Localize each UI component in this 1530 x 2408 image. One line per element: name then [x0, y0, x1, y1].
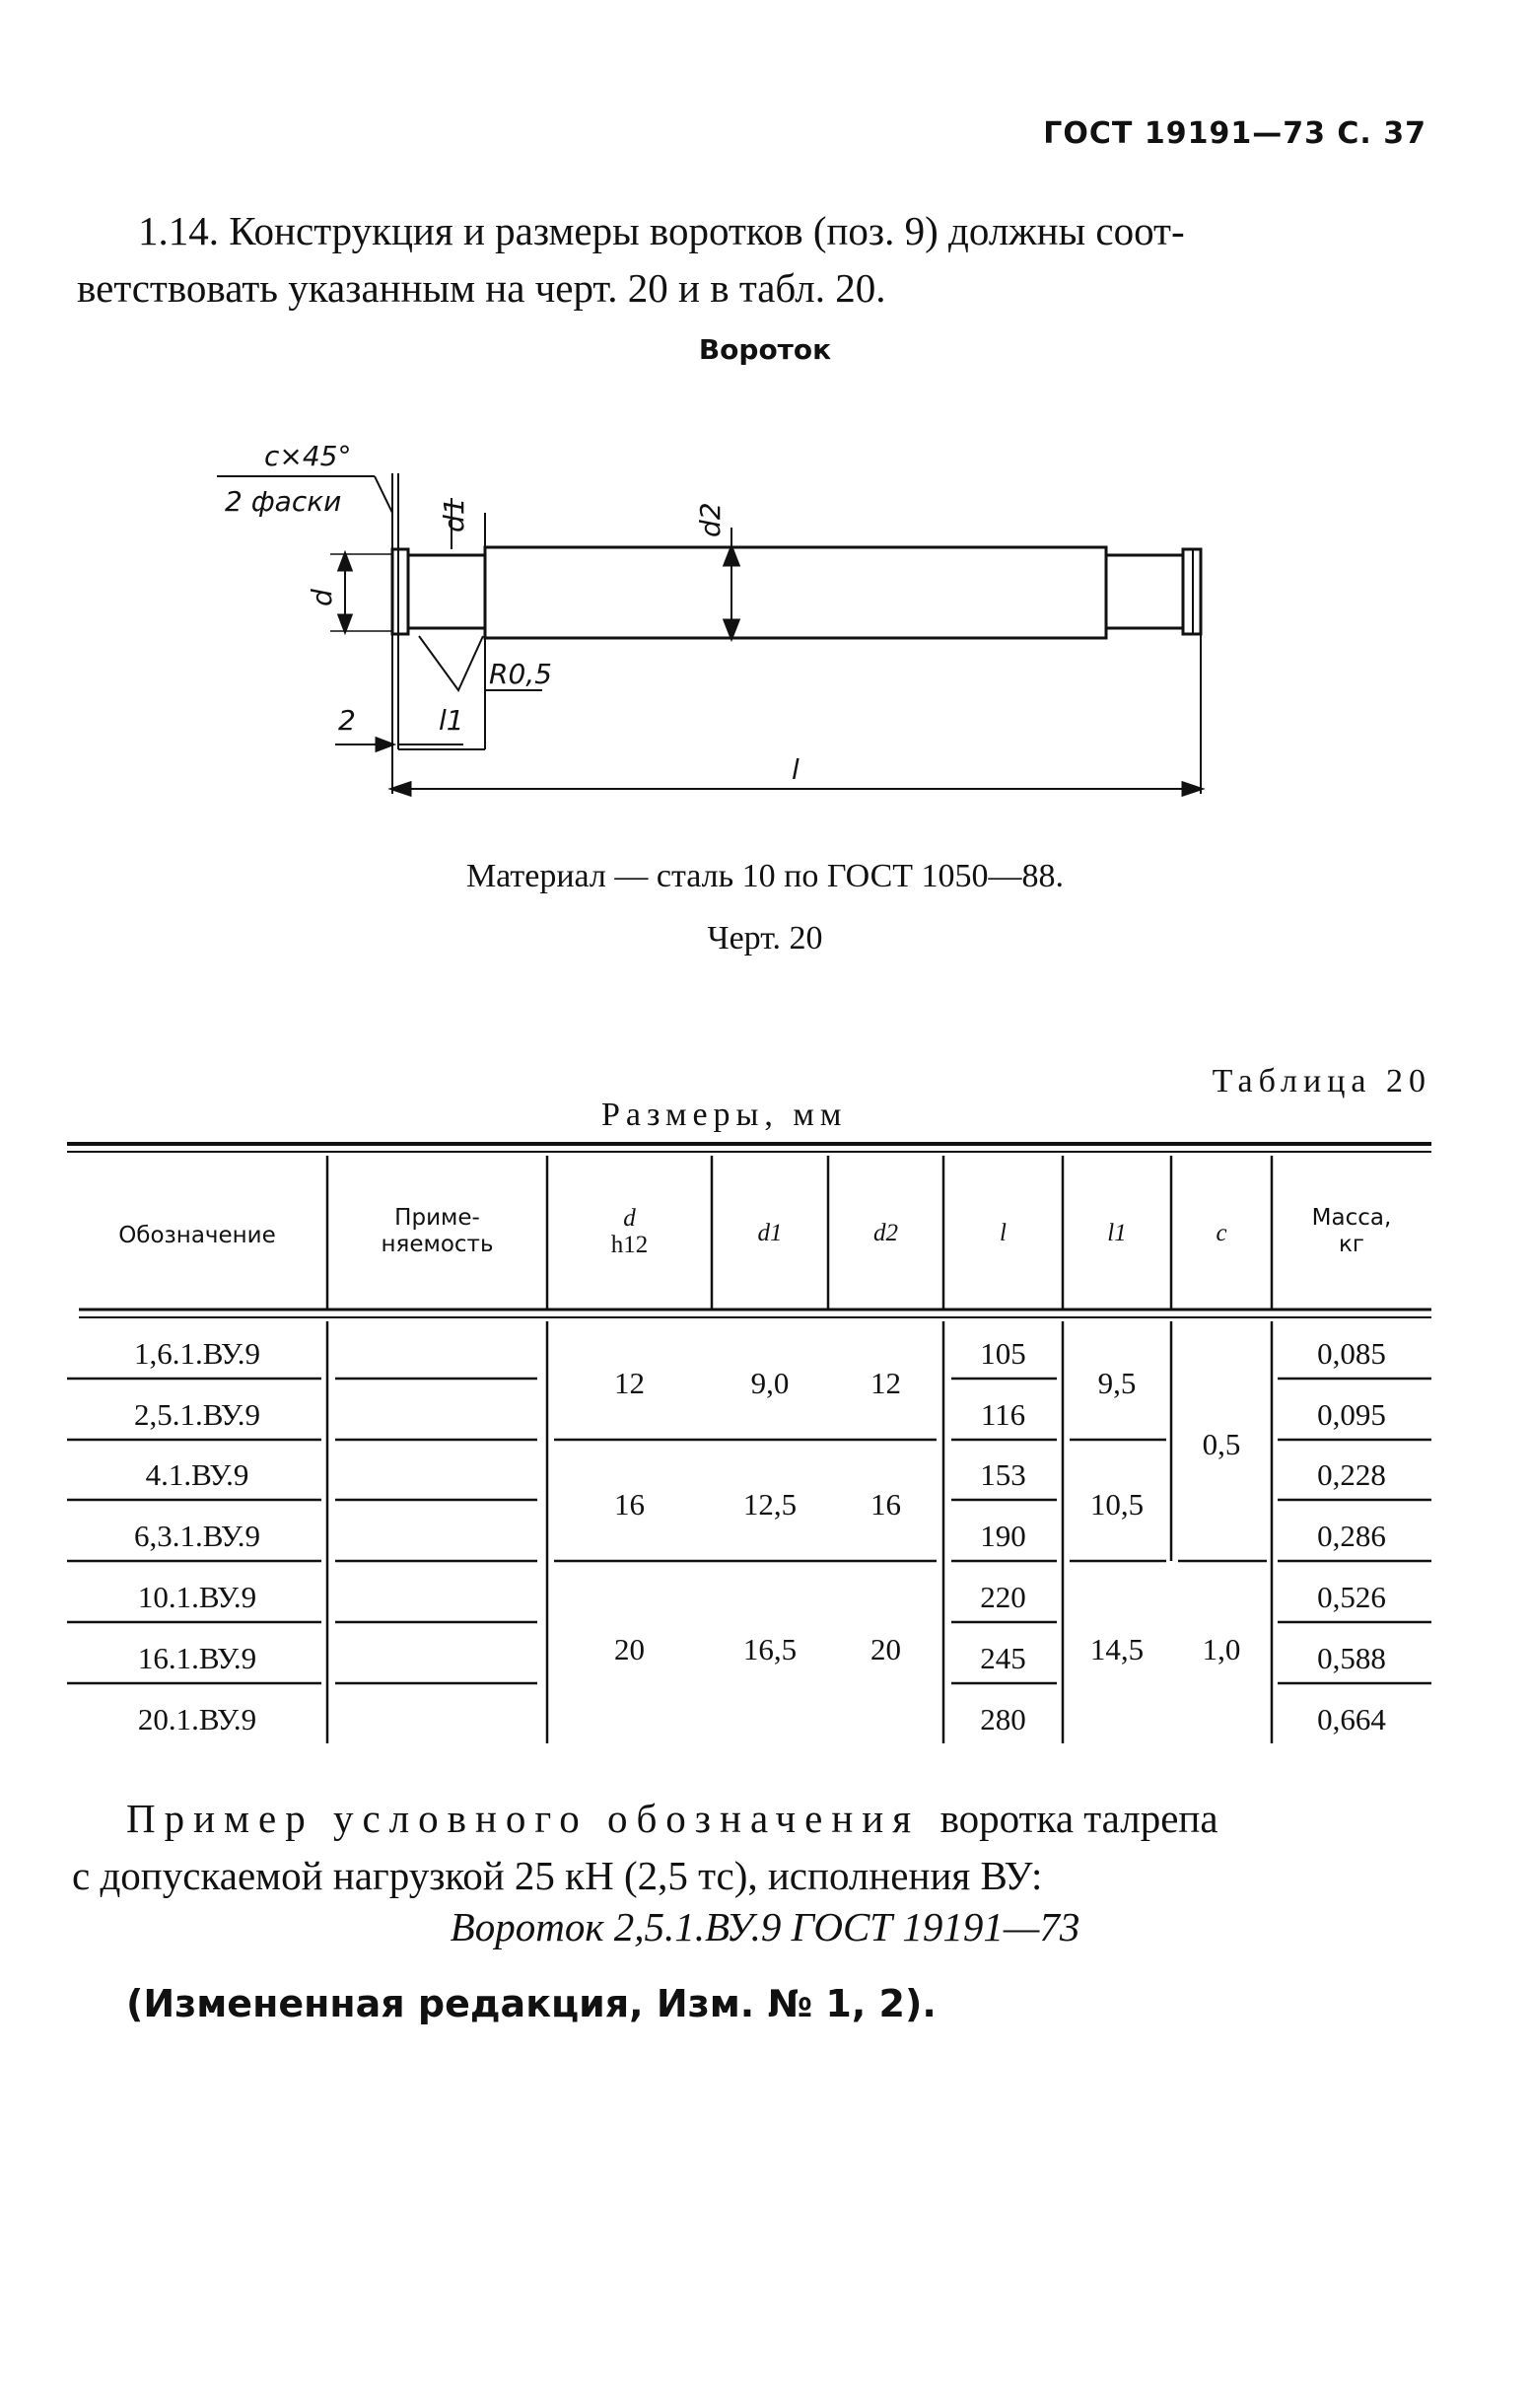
label-radius: R0,5 — [489, 658, 552, 690]
row-designation: 2,5.1.ВУ.9 — [133, 1397, 261, 1432]
row-designation: 4.1.ВУ.9 — [145, 1457, 249, 1492]
example-line-2: с допускаемой нагрузкой 25 кН (2,5 тс), исполнения ВУ: — [72, 1853, 1043, 1898]
material-note: Материал — сталь 10 по ГОСТ 1050—88. — [465, 858, 1065, 894]
cell-l: 220 — [980, 1580, 1026, 1614]
header-mass-line1: Масса, — [1311, 1205, 1392, 1231]
header-d1: d1 — [757, 1220, 783, 1246]
header-l: l — [1000, 1220, 1007, 1246]
cell-c: 1,0 — [1202, 1632, 1241, 1666]
label-d: d — [306, 589, 338, 606]
example-line-1-tail: воротка талрепа — [939, 1796, 1218, 1841]
cell-l1: 10,5 — [1089, 1487, 1145, 1522]
cell-mass: 0,228 — [1317, 1457, 1386, 1492]
cell-d2: 12 — [870, 1366, 901, 1400]
label-chamfers-count: 2 фаски — [225, 485, 342, 518]
table-units: Размеры, мм — [601, 1097, 848, 1133]
cell-d1: 12,5 — [742, 1487, 798, 1522]
cell-l: 153 — [980, 1457, 1026, 1492]
cell-l: 280 — [980, 1702, 1026, 1736]
header-mass — [1272, 1205, 1431, 1258]
row-designation: 16.1.ВУ.9 — [137, 1641, 257, 1675]
table-number: Таблица 20 — [1212, 1063, 1431, 1099]
header-designation: Обозначение — [118, 1223, 276, 1248]
paragraph-line-1: 1.14. Конструкция и размеры воротков (поз. 9) должны соот- — [138, 208, 1185, 253]
header-applicability — [327, 1205, 547, 1258]
row-designation: 20.1.ВУ.9 — [137, 1702, 257, 1736]
cell-d: 20 — [614, 1632, 645, 1666]
cell-l: 116 — [980, 1397, 1026, 1432]
amendment-note: (Измененная редакция, Изм. № 1, 2). — [126, 1982, 937, 2025]
paragraph-line-2: ветствовать указанным на черт. 20 и в табл. 20. — [77, 265, 886, 311]
header-applicability-line2: няемость — [381, 1232, 494, 1257]
drawing-number: Черт. 20 — [707, 920, 823, 956]
cell-d2: 16 — [870, 1487, 901, 1522]
cell-mass: 0,526 — [1317, 1580, 1386, 1614]
label-d1: d1 — [438, 497, 470, 532]
example-paragraph — [72, 1790, 1437, 1904]
label-l1: l1 — [439, 704, 464, 737]
cell-l: 105 — [980, 1336, 1026, 1371]
header-applicability-line1: Приме- — [394, 1205, 480, 1231]
example-line-1-spaced: Пример условного обозначения — [126, 1796, 921, 1841]
example-line-1 — [126, 1790, 1437, 1847]
cell-c: 0,5 — [1202, 1427, 1241, 1461]
cell-d: 12 — [614, 1366, 645, 1400]
row-designation: 1,6.1.ВУ.9 — [133, 1336, 261, 1371]
header-d — [547, 1205, 712, 1258]
cell-l1: 14,5 — [1089, 1632, 1145, 1666]
label-two: 2 — [338, 704, 356, 737]
label-chamfer: c×45° — [264, 440, 352, 472]
page-header: ГОСТ 19191—73 С. 37 — [1043, 116, 1426, 151]
cell-mass: 0,286 — [1317, 1519, 1386, 1553]
example-designation: Вороток 2,5.1.ВУ.9 ГОСТ 19191—73 — [450, 1904, 1080, 1949]
cell-l1: 9,5 — [1097, 1366, 1137, 1400]
cell-mass: 0,664 — [1317, 1702, 1386, 1736]
cell-mass: 0,588 — [1317, 1641, 1386, 1675]
cell-d1: 16,5 — [742, 1632, 798, 1666]
figure-title: Вороток — [698, 333, 832, 366]
row-designation: 6,3.1.ВУ.9 — [133, 1519, 261, 1553]
cell-mass: 0,095 — [1317, 1397, 1386, 1432]
label-l: l — [792, 753, 800, 786]
cell-d: 16 — [614, 1487, 645, 1522]
cell-mass: 0,085 — [1317, 1336, 1386, 1371]
cell-d1: 9,0 — [750, 1366, 790, 1400]
header-d-tolerance: h12 — [610, 1232, 649, 1258]
row-designation: 10.1.ВУ.9 — [137, 1580, 257, 1614]
header-c: c — [1216, 1220, 1227, 1246]
header-d-symbol: d — [623, 1205, 636, 1232]
cell-d2: 20 — [870, 1632, 901, 1666]
label-d2: d2 — [694, 502, 727, 537]
cell-l: 245 — [980, 1641, 1026, 1675]
cell-l: 190 — [980, 1519, 1026, 1553]
header-l1: l1 — [1107, 1220, 1127, 1246]
header-d2: d2 — [873, 1220, 898, 1246]
header-mass-line2: кг — [1339, 1232, 1364, 1257]
